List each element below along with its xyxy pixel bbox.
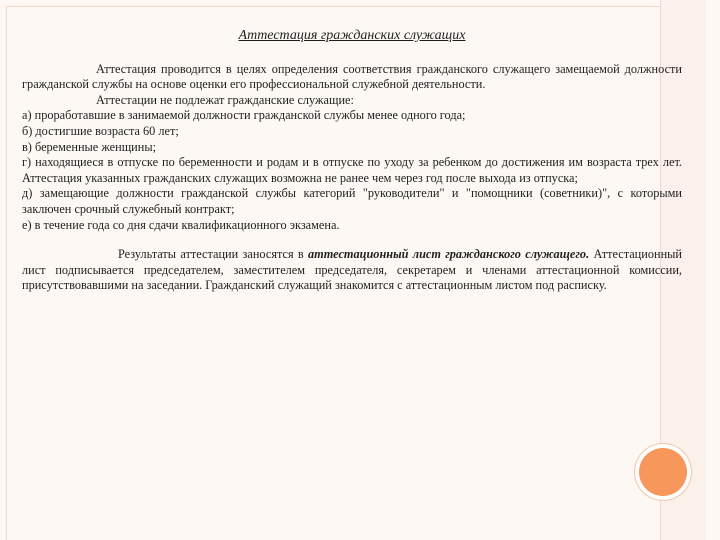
list-item-b: б) достигшие возраста 60 лет; [22,123,179,138]
list-item-e: е) в течение года со дня сдачи квалификационного экзамена. [22,217,340,232]
accent-circle-icon [639,448,687,496]
slide-content [22,28,682,294]
results-lead: Результаты аттестации заносятся в [118,247,309,262]
list-item-g: г) находящиеся в отпуске по беременности и родам и в отпуске по уходу за ребенком до достижения им возраста трех лет. Аттестация указанных гражданских служащих возможна не ранее чем через год после выхода из отпуска; [22,155,682,185]
results-rest: Аттестационный лист подписывается председателем, заместителем председателя, секретарем и членами аттестационной комиссии, присутствовавшими на заседании. Гражданский служащий знакомится с аттестационным листом под расписку. [22,247,682,293]
paragraph-exemptions-intro: Аттестации не подлежат гражданские служащие: [96,92,354,107]
list-item-v: в) беременные женщины; [22,139,157,154]
paragraph-results [22,247,682,294]
list-item-a: а) проработавшие в занимаемой должности гражданской службы менее одного года; [22,108,466,123]
results-emphasis: аттестационный лист гражданского служащего. [308,247,590,262]
list-item-d: д) замещающие должности гражданской службы категорий "руководители" и "помощники (советники)", с которыми заключен срочный служебный контракт; [22,186,682,216]
slide-title: Аттестация гражданских служащих [238,28,466,43]
paragraph-purpose: Аттестация проводится в целях определения соответствия гражданского служащего замещаемой должности гражданской службы на основе оценки его профессиональной служебной деятельности. [22,61,682,92]
